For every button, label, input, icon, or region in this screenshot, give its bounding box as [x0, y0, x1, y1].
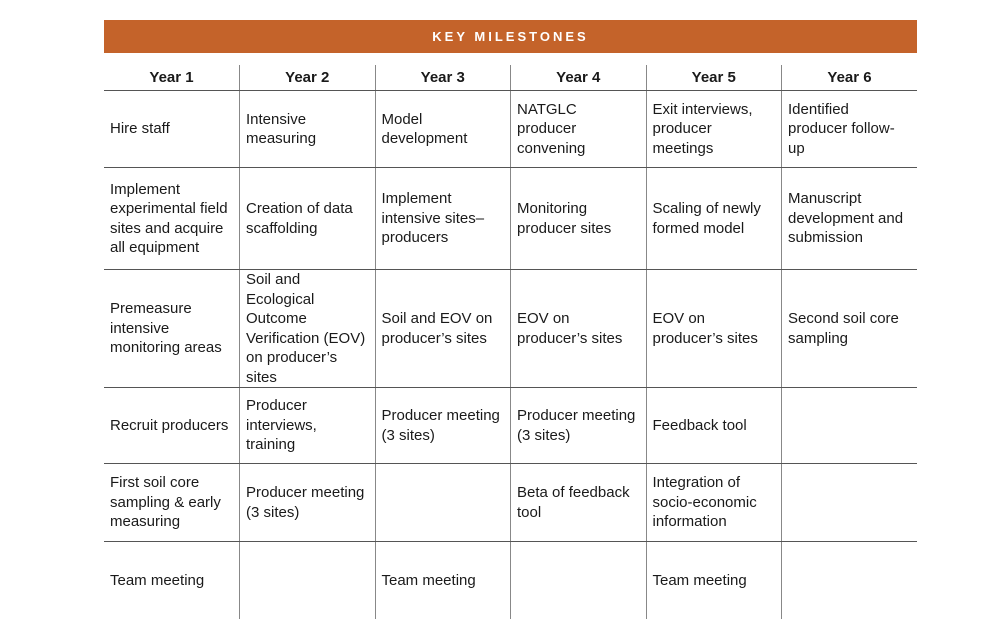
table-cell [782, 464, 918, 542]
table-cell: Identified producer follow-up [782, 91, 918, 168]
table-cell: Team meeting [646, 542, 782, 620]
milestones-table [104, 65, 917, 619]
table-title-banner: KEY MILESTONES [104, 20, 917, 53]
table-cell: NATGLC producer convening [511, 91, 647, 168]
header-row [104, 65, 917, 91]
table-cell: Team meeting [110, 571, 205, 589]
table-cell: Integration of socio-economic information [646, 464, 782, 542]
table-cell: Exit interviews, producer meetings [646, 91, 782, 168]
table-row [104, 542, 917, 620]
table-cell [511, 542, 647, 620]
table-cell: Implement experimental field sites and acquire all equipment [104, 168, 240, 270]
table-cell: Implement intensive sites–producers [375, 168, 511, 270]
table-cell: Beta of feedback tool [511, 464, 647, 542]
column-header-year-2: Year 2 [240, 65, 376, 91]
column-header-year-4: Year 4 [511, 65, 647, 91]
table-cell: Premeasure intensive monitoring areas [104, 270, 240, 388]
table-cell: First soil core sampling & early measuring [104, 464, 240, 542]
table-cell: EOV on producer’s sites [646, 270, 782, 388]
table-cell: Producer meeting (3 sites) [511, 388, 647, 464]
table-cell [782, 542, 918, 620]
table-cell: Producer meeting (3 sites) [240, 464, 376, 542]
table-row [104, 91, 917, 168]
column-header-year-3: Year 3 [375, 65, 511, 91]
table-cell: Creation of data scaffolding [240, 168, 376, 270]
table-cell: Team meeting [375, 542, 511, 620]
column-header-year-1: Year 1 [104, 65, 240, 91]
table-cell [240, 542, 376, 620]
table-cell: Recruit producers [104, 388, 240, 464]
table-row [104, 464, 917, 542]
column-header-year-6: Year 6 [782, 65, 918, 91]
column-header-year-5: Year 5 [646, 65, 782, 91]
table-row [104, 388, 917, 464]
table-cell: Second soil core sampling [782, 270, 918, 388]
table-cell: Manuscript development and submission [782, 168, 918, 270]
table-cell: Soil and Ecological Outcome Verification (EOV) on producer’s sites [240, 270, 376, 388]
table-cell: Soil and EOV on producer’s sites [375, 270, 511, 388]
table-cell: EOV on producer’s sites [511, 270, 647, 388]
table-cell: Scaling of newly formed model [646, 168, 782, 270]
table-cell: Producer meeting (3 sites) [375, 388, 511, 464]
table-cell: Hire staff [104, 91, 240, 168]
table-cell: Producer interviews, training [240, 388, 376, 464]
table-cell [375, 464, 511, 542]
table-row [104, 168, 917, 270]
table-cell: Monitoring producer sites [511, 168, 647, 270]
table-cell: Intensive measuring [240, 91, 376, 168]
table-cell [782, 388, 918, 464]
table-cell: Feedback tool [646, 388, 782, 464]
table-cell: Model development [375, 91, 511, 168]
table-row [104, 270, 917, 388]
